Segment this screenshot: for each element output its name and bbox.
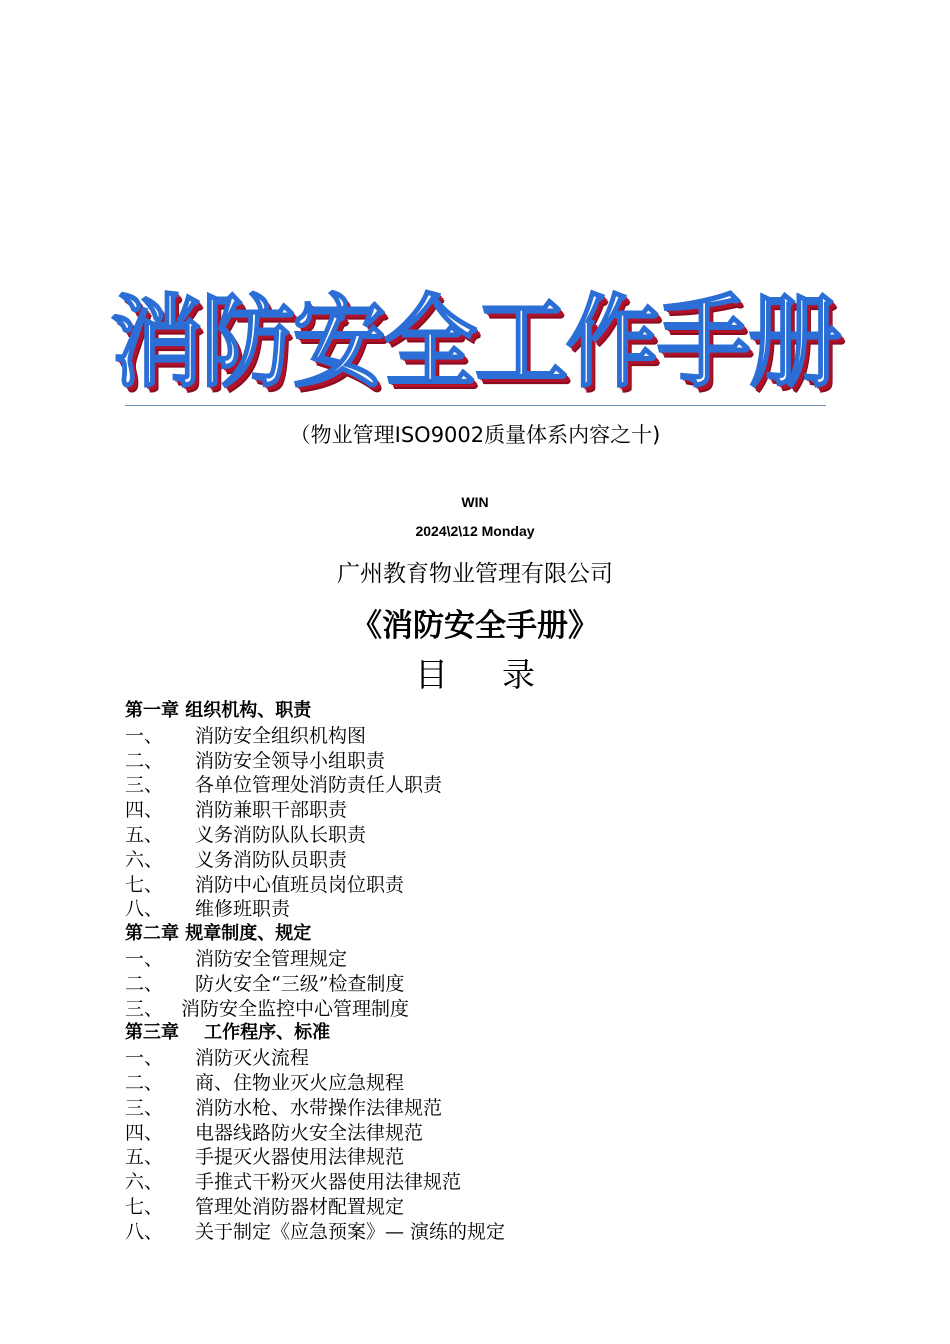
toc-item-text: 消防安全管理规定	[195, 947, 348, 970]
author-label: WIN	[461, 494, 489, 510]
toc-item-text: 消防中心值班员岗位职责	[195, 873, 405, 896]
toc-item	[125, 1046, 825, 1071]
toc-chapter-1: 第一章 组织机构、职责	[125, 700, 312, 721]
toc-item-number: 二、	[125, 1071, 164, 1094]
toc-item	[125, 1096, 825, 1121]
toc-item	[125, 897, 825, 922]
date-label: 2024\2\12 Monday	[415, 523, 535, 539]
cover-subtitle: （物业管理ISO9002质量体系内容之十)	[289, 423, 661, 447]
toc-heading: 目录	[415, 655, 589, 694]
toc-item	[125, 1195, 825, 1220]
toc-item-number: 三、	[125, 997, 164, 1020]
toc-item	[125, 1220, 825, 1245]
toc-item	[125, 1170, 825, 1195]
toc-item-text: 商、住物业灭火应急规程	[195, 1071, 405, 1094]
toc-item-text: 管理处消防器材配置规定	[195, 1195, 405, 1218]
title-underline-rule	[125, 405, 826, 406]
toc-item	[125, 997, 825, 1022]
toc-item-number: 八、	[125, 1220, 164, 1243]
toc-item	[125, 823, 825, 848]
toc-item	[125, 848, 825, 873]
toc-item-number: 一、	[125, 1047, 164, 1070]
toc-item	[125, 1071, 825, 1096]
toc-item-text: 防火安全“三级”检查制度	[195, 972, 405, 995]
toc-item-text: 手提灭火器使用法律规范	[195, 1146, 405, 1169]
manual-title: 《消防安全手册》	[351, 608, 599, 644]
toc-item-text: 消防灭火流程	[195, 1047, 310, 1070]
company-name: 广州教育物业管理有限公司	[337, 561, 613, 587]
toc-item-number: 二、	[125, 972, 164, 995]
toc-item-text: 维修班职责	[195, 898, 291, 921]
toc-item-number: 二、	[125, 749, 164, 772]
toc-item-number: 四、	[125, 799, 164, 822]
toc-item-number: 五、	[125, 823, 164, 846]
toc-item-text: 义务消防队员职责	[195, 848, 348, 871]
toc-item-number: 三、	[125, 774, 164, 797]
toc-item-text: 消防兼职干部职责	[195, 799, 348, 822]
toc-item-number: 六、	[125, 848, 164, 871]
toc-item-number: 四、	[125, 1121, 164, 1144]
toc-chapter-2: 第二章 规章制度、规定	[125, 923, 312, 945]
toc-item-number: 五、	[125, 1146, 164, 1169]
toc-item-number: 八、	[125, 898, 164, 921]
table-of-contents	[125, 699, 825, 1245]
toc-item	[125, 972, 825, 997]
toc-item-number: 一、	[125, 724, 164, 747]
toc-item	[125, 947, 825, 972]
toc-item-number: 一、	[125, 947, 164, 970]
toc-item-text: 消防水枪、水带操作法律规范	[195, 1096, 443, 1119]
toc-item-number: 七、	[125, 1195, 164, 1218]
toc-item-text: 电器线路防火安全法律规范	[195, 1121, 424, 1144]
toc-item	[125, 773, 825, 798]
toc-item	[125, 749, 825, 774]
toc-item-text: 各单位管理处消防责任人职责	[195, 774, 443, 797]
toc-item-text: 消防安全组织机构图	[195, 724, 367, 747]
toc-item	[125, 724, 825, 749]
toc-item-text: 消防安全领导小组职责	[195, 749, 386, 772]
toc-item-text: 消防安全监控中心管理制度	[181, 997, 410, 1020]
cover-title-wordart: 消防安全工作手册	[110, 284, 840, 401]
toc-item-text: 关于制定《应急预案》— 演练的规定	[195, 1220, 506, 1243]
toc-item	[125, 1121, 825, 1146]
toc-item	[125, 1145, 825, 1170]
toc-item	[125, 873, 825, 898]
toc-item-number: 七、	[125, 873, 164, 896]
toc-item-text: 手推式干粉灭火器使用法律规范	[195, 1171, 462, 1194]
toc-item-number: 三、	[125, 1096, 164, 1119]
toc-chapter-3: 第三章 工作程序、标准	[125, 1022, 331, 1044]
toc-item	[125, 798, 825, 823]
toc-item-text: 义务消防队队长职责	[195, 823, 367, 846]
toc-item-number: 六、	[125, 1171, 164, 1194]
